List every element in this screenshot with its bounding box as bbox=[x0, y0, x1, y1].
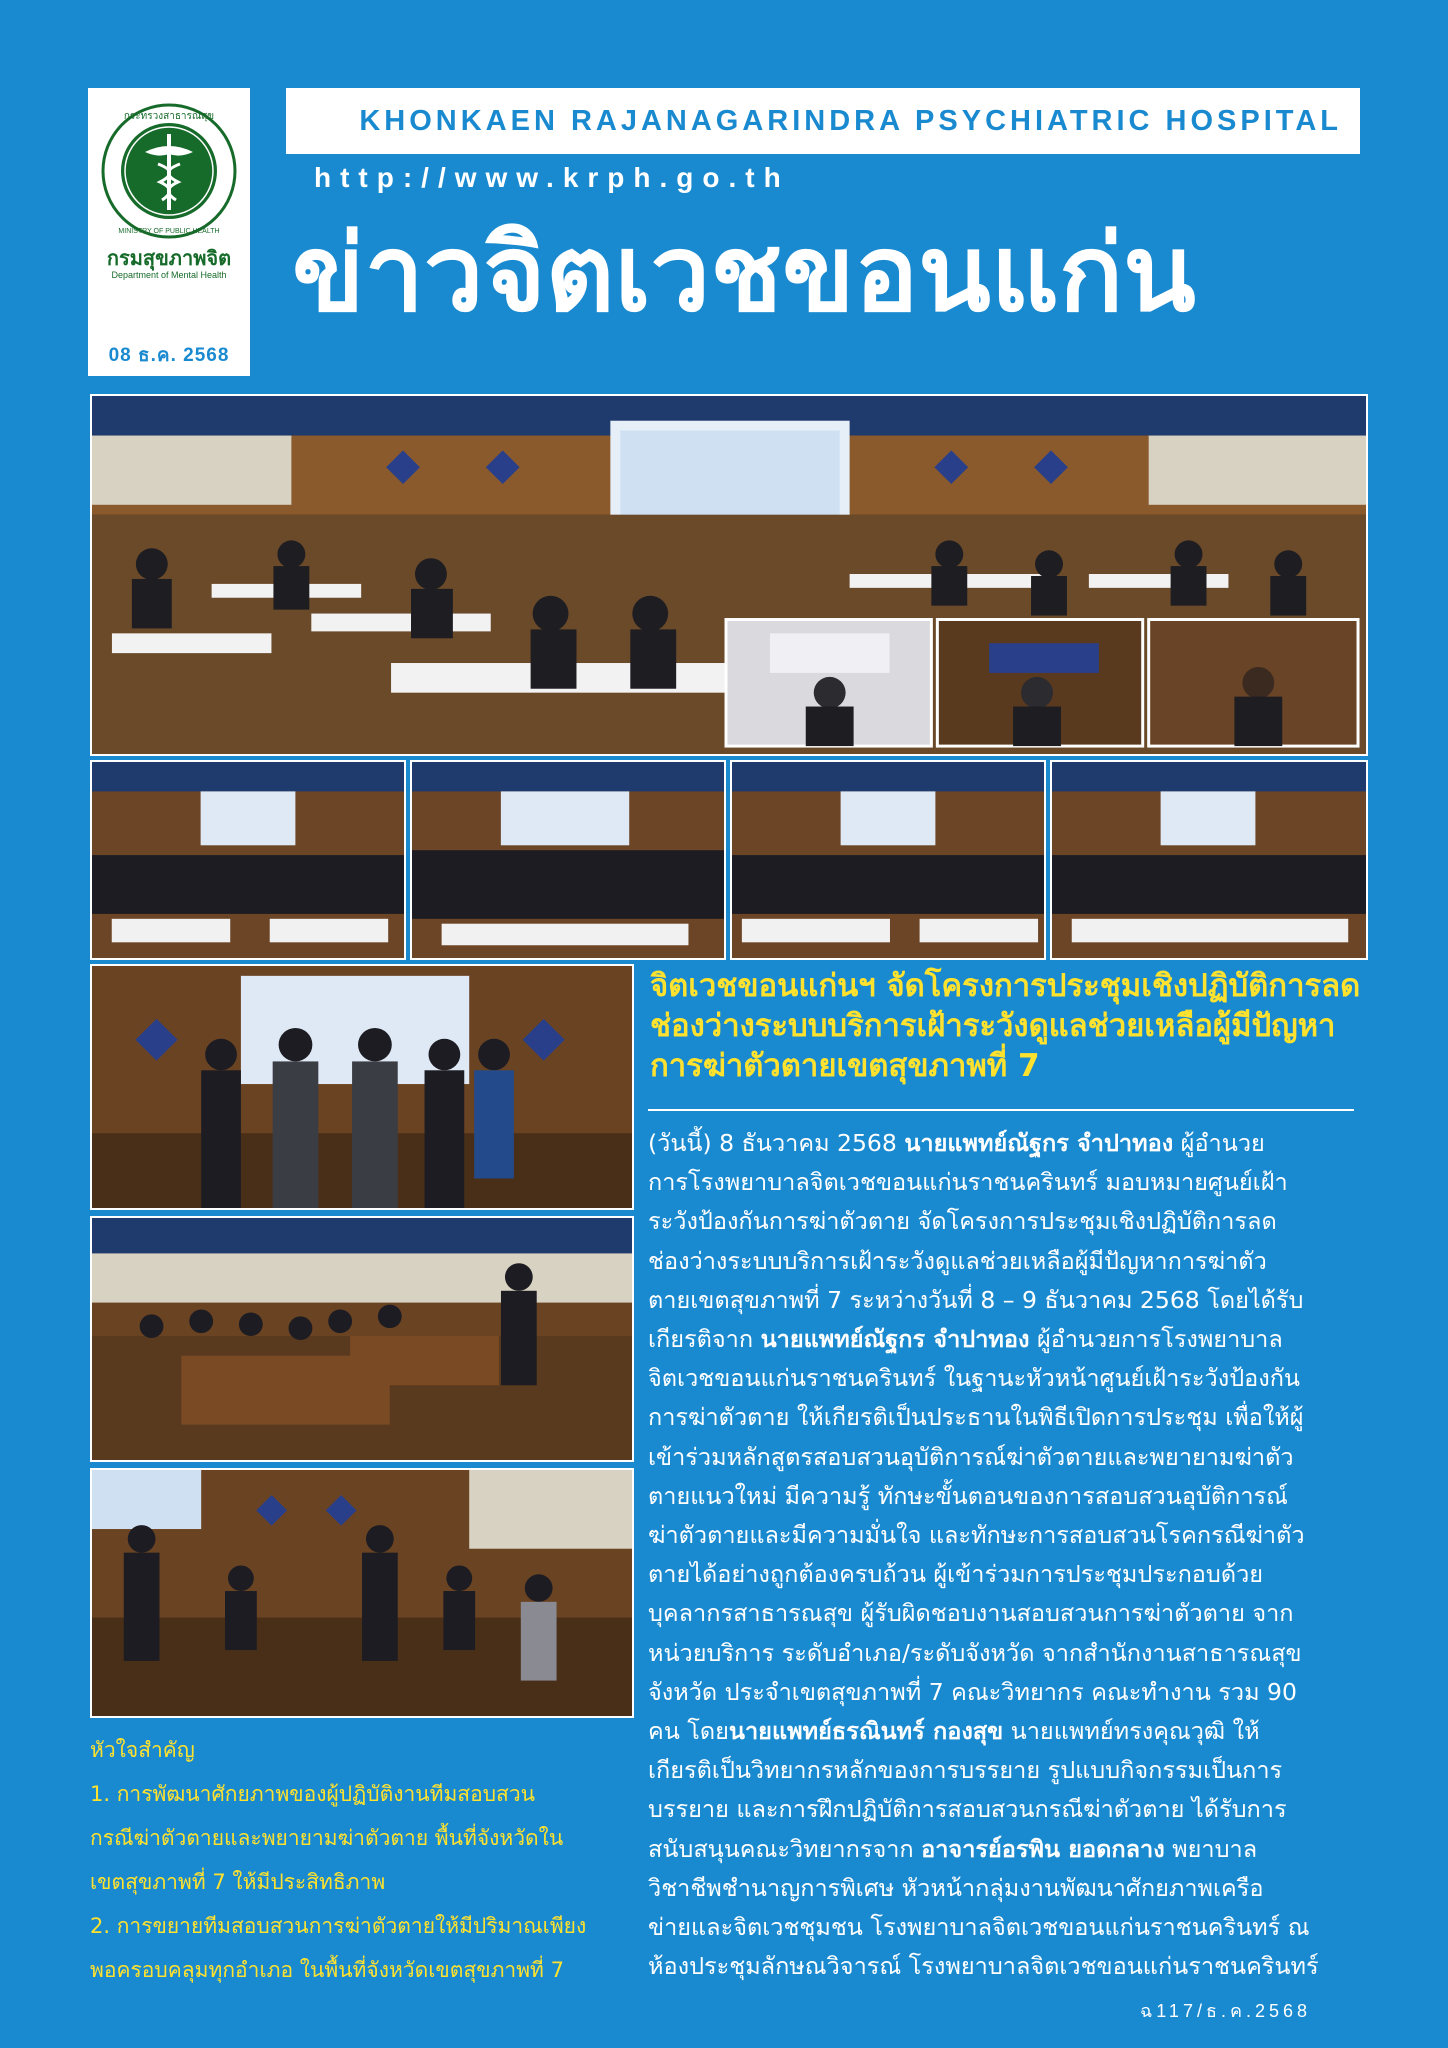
body-text: สนับสนุนคณะวิทยากรจาก bbox=[648, 1834, 922, 1863]
body-line: เกียรติเป็นวิทยากรหลักของการบรรยาย รูปแบบกิจกรรมเป็นการ bbox=[648, 1756, 1283, 1785]
body-line: ฆ่าตัวตายและมีความมั่นใจ และทักษะการสอบสวนโรคกรณีฆ่าตัว bbox=[648, 1521, 1305, 1550]
document-number: ฉ117/ธ.ค.2568 bbox=[1140, 2001, 1312, 2021]
body-line: จิตเวชขอนแก่นราชนครินทร์ ในฐานะหัวหน้าศูนย์เฝ้าระวังป้องกัน bbox=[648, 1364, 1300, 1393]
body-line bbox=[648, 1830, 1356, 1869]
dept-name-english: Department of Mental Health bbox=[111, 270, 227, 280]
key-points-title: หัวใจสำคัญ bbox=[90, 1738, 195, 1762]
body-line: บุคลากรสาธารณสุข ผู้รับผิดชอบงานสอบสวนการฆ่าตัวตาย จาก bbox=[648, 1599, 1294, 1628]
ministry-seal-icon bbox=[100, 102, 238, 240]
executives-photo bbox=[90, 964, 634, 1210]
seal-text-bottom: MINISTRY OF PUBLIC HEALTH bbox=[118, 228, 220, 235]
body-line: หน่วยบริการ ระดับอำเภอ/ระดับจังหวัด จากสำนักงานสาธารณสุข bbox=[648, 1638, 1302, 1667]
headline-line-1: จิตเวชขอนแก่นฯ จัดโครงการประชุมเชิงปฏิบัติการลด bbox=[650, 968, 1361, 1004]
body-text: คน โดย bbox=[648, 1717, 729, 1746]
body-line: เข้าร่วมหลักสูตรสอบสวนอุบัติการณ์ฆ่าตัวตายและพยายามฆ่าตัว bbox=[648, 1442, 1294, 1471]
body-line: ห้องประชุมลักษณวิจารณ์ โรงพยาบาลจิตเวชขอนแก่นราชนครินทร์ bbox=[648, 1952, 1319, 1981]
dept-name-thai: กรมสุขภาพจิต bbox=[106, 246, 232, 270]
body-line: ระวังป้องกันการฆ่าตัวตาย จัดโครงการประชุมเชิงปฏิบัติการลด bbox=[648, 1207, 1277, 1236]
body-line: ตายได้อย่างถูกต้องครบถ้วน ผู้เข้าร่วมการประชุมประกอบด้วย bbox=[648, 1560, 1264, 1589]
key-point-line: พอครอบคลุมทุกอำเภอ ในพื้นที่จังหวัดเขตสุขภาพที่ 7 bbox=[90, 1958, 564, 1982]
article-body bbox=[648, 1124, 1356, 1986]
body-text: เกียรติจาก bbox=[648, 1325, 761, 1354]
lecture-photo bbox=[90, 1216, 634, 1462]
key-point-line: 2. การขยายทีมสอบสวนการฆ่าตัวตายให้มีปริมาณเพียง bbox=[90, 1914, 587, 1938]
body-line: จังหวัด ประจำเขตสุขภาพที่ 7 คณะวิทยากร คณะทำงาน รวม 90 bbox=[648, 1677, 1297, 1706]
group-photo-3 bbox=[730, 760, 1046, 960]
headline-divider bbox=[648, 1109, 1354, 1111]
body-text: (วันนี้) 8 ธันวาคม 2568 bbox=[648, 1129, 905, 1157]
body-text: นายแพทย์ทรงคุณวุฒิ ให้ bbox=[1003, 1717, 1260, 1746]
body-text: ผู้อำนวย bbox=[1173, 1129, 1265, 1157]
seal-text-top: กระทรวงสาธารณสุข bbox=[123, 111, 215, 122]
body-text: ผู้อำนวยการโรงพยาบาล bbox=[1029, 1325, 1283, 1354]
issue-date: 08 ธ.ค. 2568 bbox=[108, 345, 230, 366]
hospital-name: KHONKAEN RAJANAGARINDRA PSYCHIATRIC HOSPITAL bbox=[359, 104, 1342, 137]
group-photo-4 bbox=[1050, 760, 1368, 960]
article-headline bbox=[650, 966, 1362, 1086]
ministry-logo bbox=[88, 88, 250, 376]
headline-line-2: ช่องว่างระบบบริการเฝ้าระวังดูแลช่วยเหลือผู้มีปัญหา bbox=[650, 1008, 1336, 1044]
director-name: นายแพทย์ณัฐกร จำปาทอง bbox=[760, 1325, 1030, 1354]
body-line bbox=[648, 1320, 1356, 1359]
body-line: บรรยาย และการฝึกปฏิบัติการสอบสวนกรณีฆ่าตัวตาย ได้รับการ bbox=[648, 1795, 1287, 1824]
speaker-name: อาจารย์อรพิน ยอดกลาง bbox=[921, 1834, 1165, 1863]
group-photo-1 bbox=[90, 760, 406, 960]
body-line: ข่ายและจิตเวชชุมชน โรงพยาบาลจิตเวชขอนแก่นราชนครินทร์ ณ bbox=[648, 1913, 1310, 1942]
main-meeting-photo bbox=[90, 394, 1368, 756]
key-point-line: 1. การพัฒนาศักยภาพของผู้ปฏิบัติงานทีมสอบสวน bbox=[90, 1782, 536, 1806]
lecturer-name: นายแพทย์ธรณินทร์ กองสุข bbox=[728, 1717, 1004, 1746]
body-line: ตายแนวใหม่ มีความรู้ ทักษะขั้นตอนของการสอบสวนอุบัติการณ์ bbox=[648, 1481, 1288, 1510]
body-line: ตายเขตสุขภาพที่ 7 ระหว่างวันที่ 8 – 9 ธันวาคม 2568 โดยได้รับ bbox=[648, 1285, 1304, 1314]
body-line: ช่องว่างระบบบริการเฝ้าระวังดูแลช่วยเหลือผู้มีปัญหาการฆ่าตัว bbox=[648, 1246, 1267, 1275]
body-line bbox=[648, 1124, 1356, 1163]
key-point-line: เขตสุขภาพที่ 7 ให้มีประสิทธิภาพ bbox=[90, 1870, 386, 1894]
body-line bbox=[648, 1712, 1356, 1751]
hospital-banner bbox=[286, 88, 1360, 154]
body-line: การโรงพยาบาลจิตเวชขอนแก่นราชนครินทร์ มอบหมายศูนย์เฝ้า bbox=[648, 1168, 1288, 1197]
key-point-line: กรณีฆ่าตัวตายและพยายามฆ่าตัวตาย พื้นที่จังหวัดใน bbox=[90, 1826, 564, 1850]
key-points bbox=[90, 1728, 630, 1992]
workshop-photo bbox=[90, 1468, 634, 1718]
body-line: การฆ่าตัวตาย ให้เกียรติเป็นประธานในพิธีเปิดการประชุม เพื่อให้ผู้ bbox=[648, 1403, 1304, 1432]
masthead-title: ข่าวจิตเวชขอนแก่น bbox=[292, 212, 1196, 335]
website-url[interactable]: http://www.krph.go.th bbox=[314, 162, 790, 193]
headline-line-3: การฆ่าตัวตายเขตสุขภาพที่ 7 bbox=[650, 1048, 1040, 1084]
group-photo-2 bbox=[410, 760, 726, 960]
body-line: วิชาชีพชำนาญการพิเศษ หัวหน้ากลุ่มงานพัฒนาศักยภาพเครือ bbox=[648, 1873, 1264, 1902]
director-name: นายแพทย์ณัฐกร จำปาทอง bbox=[904, 1129, 1174, 1157]
body-text: พยาบาล bbox=[1164, 1834, 1258, 1863]
